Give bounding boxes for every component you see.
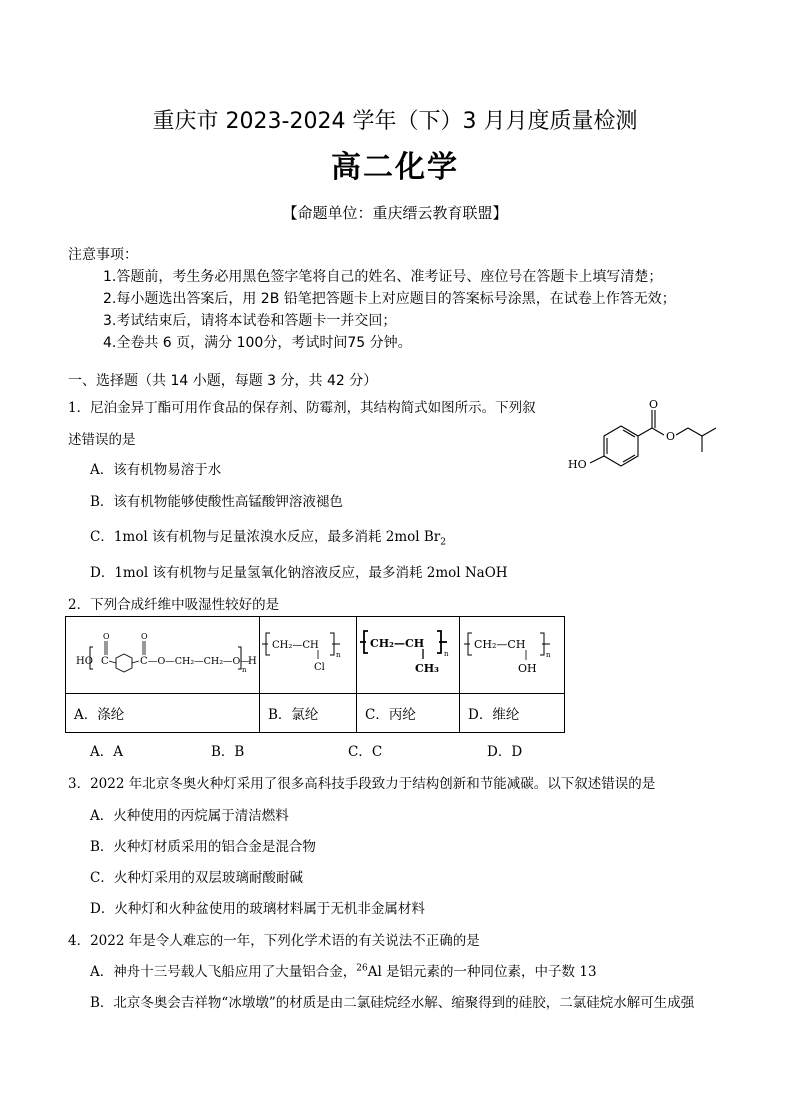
question-2-stem: 2．下列合成纤维中吸湿性较好的是 (68, 597, 280, 613)
svg-text:—O—CH₂—CH₂—O—: —O—CH₂—CH₂—O— (148, 656, 250, 667)
svg-text:H: H (248, 656, 257, 667)
q2-name-d: D．维纶 (460, 694, 565, 733)
svg-text:HO: HO (76, 656, 93, 667)
notice-item: 3.考试结束后，请将本试卷和答题卡一并交回； (103, 313, 397, 329)
notice-item: 4.全卷共 6 页，满分 100分，考试时间75 分钟。 (103, 335, 412, 351)
q2-choice-c: C．C (348, 744, 383, 760)
q2-name-a: A．涤纶 (66, 694, 260, 733)
q2-name-b: B．氯纶 (260, 694, 357, 733)
q2-formula-a (66, 617, 260, 694)
exam-title: 重庆市 2023-2024 学年（下）3 月月度质量检测 (152, 109, 638, 134)
question-1-stem-cont: 述错误的是 (68, 432, 136, 448)
q3-option-b: B．火种灯材质采用的铝合金是混合物 (90, 839, 316, 855)
question-4-stem: 4．2022 年是令人难忘的一年，下列化学术语的有关说法不正确的是 (68, 933, 480, 949)
svg-text:CH₂—CH: CH₂—CH (272, 640, 319, 651)
q1-structure-diagram (566, 396, 736, 476)
q3-option-a: A．火种使用的丙烷属于清洁燃料 (90, 808, 289, 824)
q4-option-a: A．神舟十三号载人飞船应用了大量铝合金，$^{26}$Al 是铝元素的一种同位素，中子数 13 (90, 963, 597, 980)
q3-option-c: C．火种灯采用的双层玻璃耐酸耐碱 (90, 870, 303, 886)
svg-text:C: C (101, 656, 109, 667)
q2-formula-b (260, 617, 357, 694)
svg-text:n: n (546, 651, 551, 659)
q2-choice-d: D．D (487, 744, 523, 760)
q3-option-d: D．火种灯和火种盆使用的玻璃材料属于无机非金属材料 (90, 901, 425, 917)
q2-fiber-table (65, 616, 565, 733)
q1-o-label: O (666, 430, 676, 443)
svg-text:CH₂—CH: CH₂—CH (370, 637, 425, 650)
svg-text:OH: OH (518, 662, 537, 675)
q2-formula-d (460, 617, 565, 694)
question-1-stem: 1．尼泊金异丁酯可用作食品的保存剂、防霉剂，其结构简式如图所示。下列叙 (68, 400, 536, 416)
q2-choice-b: B．B (211, 744, 245, 760)
q4-option-b: B．北京冬奥会吉祥物“冰墩墩”的材质是由二氯硅烷经水解、缩聚得到的硅胶，二氯硅烷水解可生成强 (90, 995, 695, 1011)
svg-text:n: n (242, 666, 247, 674)
notice-item: 2.每小题选出答案后，用 2B 铅笔把答题卡上对应题目的答案标号涂黑，在试卷上作答无效； (103, 291, 676, 307)
svg-text:CH₂—CH: CH₂—CH (474, 638, 526, 651)
exam-unit: 【命题单位：重庆缙云教育联盟】 (282, 204, 508, 222)
q1-option-d: D．1mol 该有机物与足量氢氧化钠溶液反应，最多消耗 2mol NaOH (90, 565, 508, 581)
svg-text:O: O (141, 632, 148, 641)
svg-text:n: n (444, 650, 449, 658)
q2-choice-a: A．A (90, 744, 123, 760)
q1-ho-label: HO (568, 458, 587, 471)
svg-text:n: n (336, 651, 341, 659)
svg-text:CH₃: CH₃ (415, 662, 439, 675)
q1-option-b: B．该有机物能够使酸性高锰酸钾溶液褪色 (90, 494, 343, 510)
notice-item: 1.答题前，考生务必用黑色签字笔将自己的姓名、准考证号、座位号在答题卡上填写清楚； (103, 269, 663, 285)
q2-name-c: C．丙纶 (357, 694, 460, 733)
svg-text:O: O (103, 632, 110, 641)
q1-o-label: O (649, 398, 659, 411)
exam-subject: 高二化学 (331, 150, 459, 185)
svg-text:Cl: Cl (314, 662, 325, 673)
q1-option-a: A．该有机物易溶于水 (90, 462, 222, 478)
svg-text:C: C (140, 656, 148, 667)
q1-option-c: C．1mol 该有机物与足量浓溴水反应，最多消耗 2mol $Br_2$ (90, 529, 446, 548)
question-3-stem: 3．2022 年北京冬奥火种灯采用了很多高科技手段致力于结构创新和节能减碳。以下叙述错误的是 (68, 776, 656, 792)
notice-heading: 注意事项： (68, 247, 138, 263)
section-heading: 一、选择题（共 14 小题，每题 3 分，共 42 分） (68, 373, 378, 389)
q2-formula-c (357, 617, 460, 694)
